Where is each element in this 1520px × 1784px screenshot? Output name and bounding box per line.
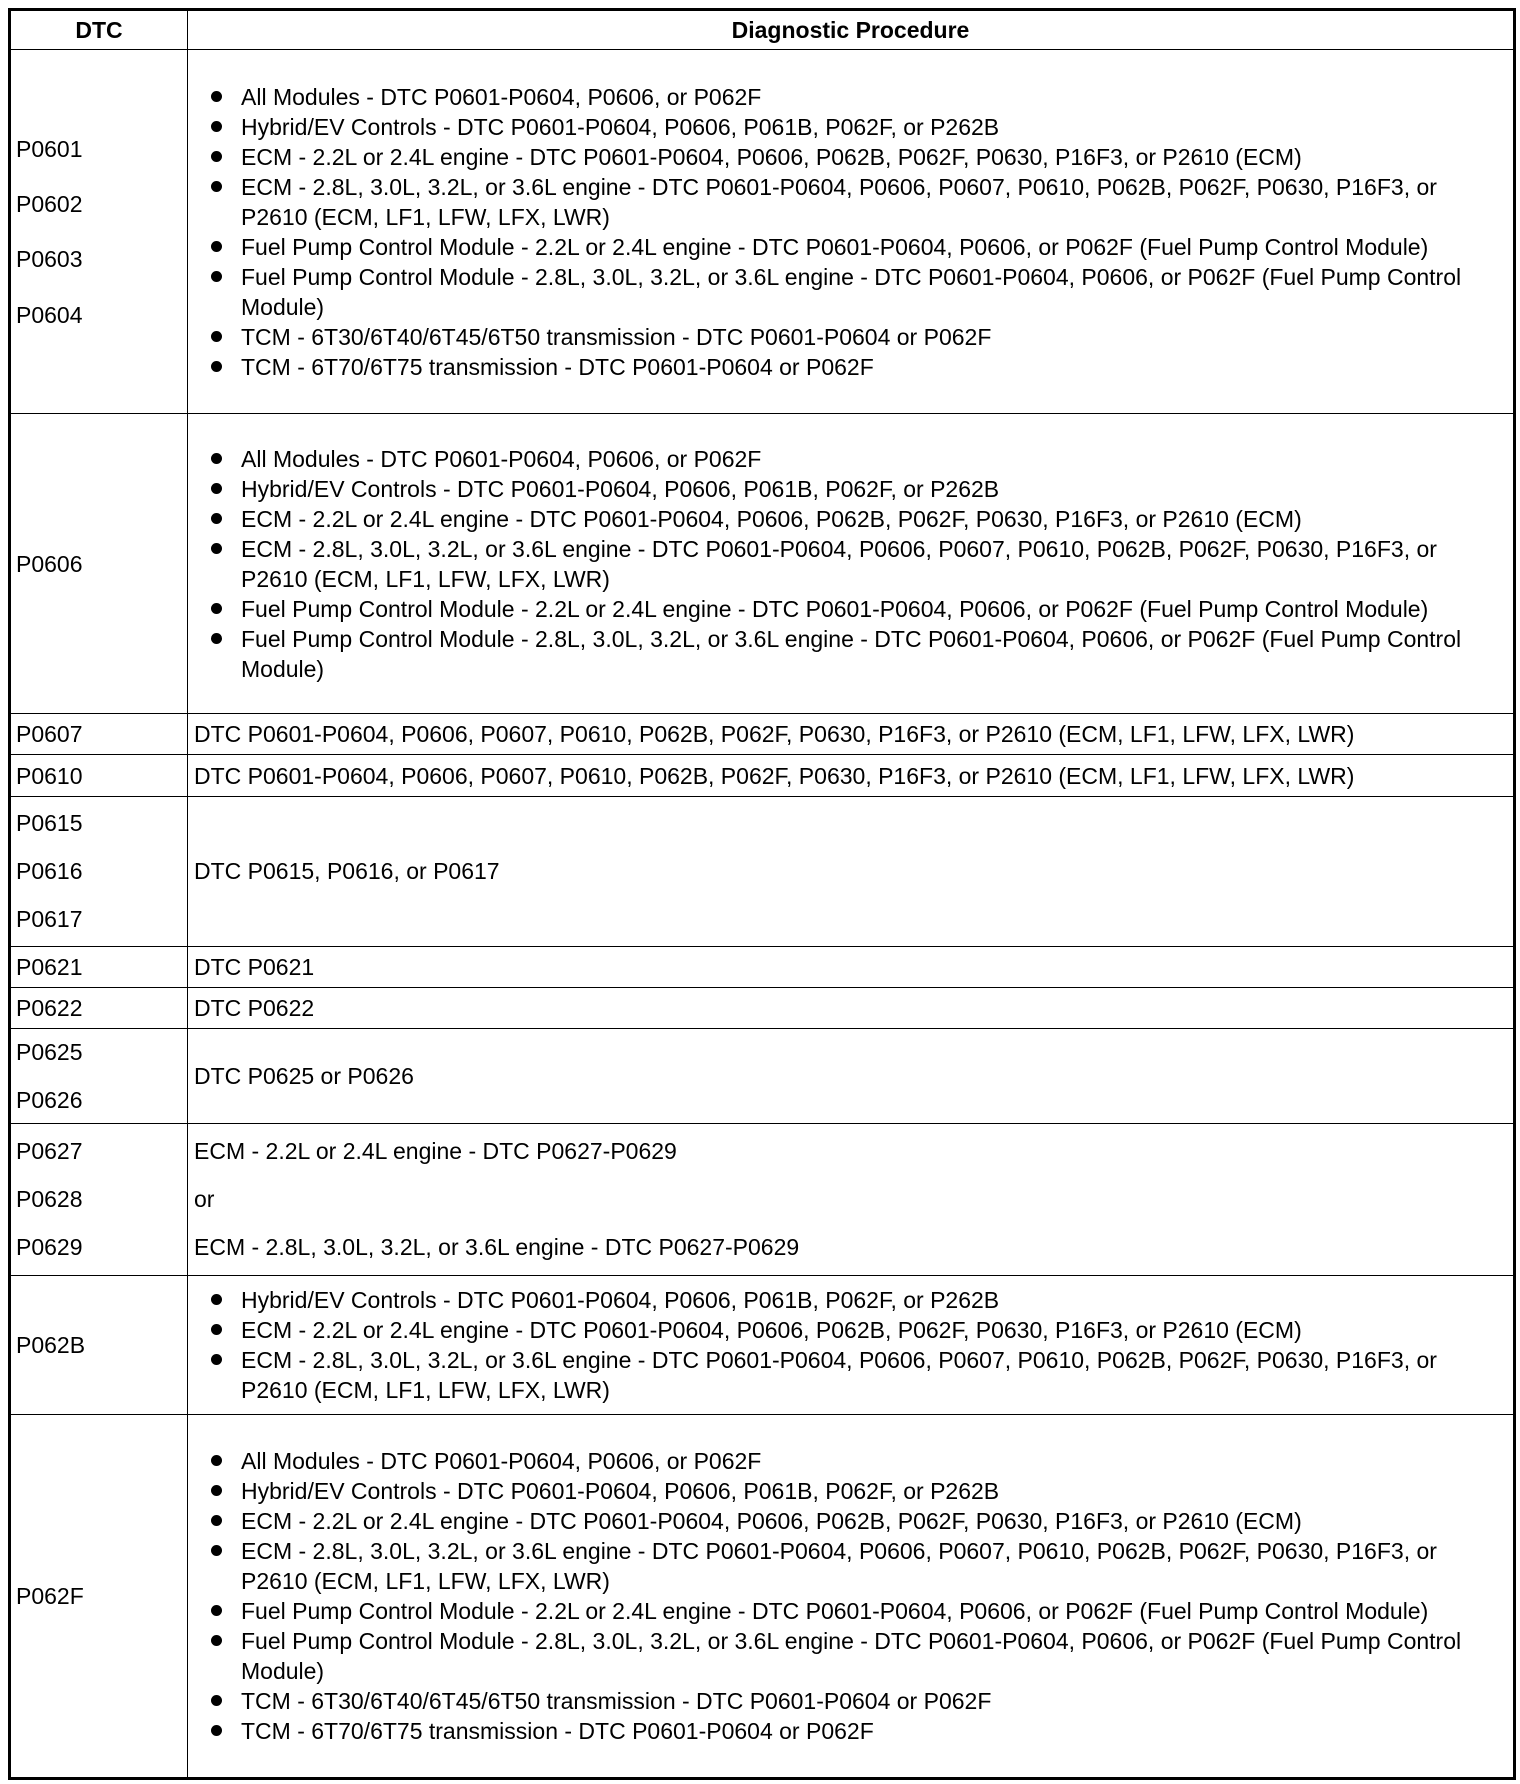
procedure-item: TCM - 6T30/6T40/6T45/6T50 transmission - DTC P0601-P0604 or P062F xyxy=(194,322,1507,352)
dtc-code: P0622 xyxy=(16,995,83,1022)
table-row xyxy=(10,755,1515,796)
procedure-cell xyxy=(188,1414,1515,1778)
table-row xyxy=(10,1275,1515,1414)
procedure-text: DTC P0622 xyxy=(194,995,315,1022)
procedure-item: Fuel Pump Control Module - 2.2L or 2.4L engine - DTC P0601-P0604, P0606, or P062F (Fuel Pump Control Module) xyxy=(194,594,1507,624)
procedure-item: TCM - 6T70/6T75 transmission - DTC P0601-P0604 or P062F xyxy=(194,1716,1507,1746)
procedure-item: ECM - 2.2L or 2.4L engine - DTC P0601-P0604, P0606, P062B, P062F, P0630, P16F3, or P2610 (ECM) xyxy=(194,1315,1507,1345)
dtc-code: P0601 xyxy=(16,135,83,162)
dtc-code-list xyxy=(16,719,187,749)
procedure-item: ECM - 2.2L or 2.4L engine - DTC P0601-P0604, P0606, P062B, P062F, P0630, P16F3, or P2610 (ECM) xyxy=(194,1506,1507,1536)
table-row xyxy=(10,1123,1515,1275)
procedure-item: ECM - 2.8L, 3.0L, 3.2L, or 3.6L engine - DTC P0601-P0604, P0606, P0607, P0610, P062B, P062F, P0630, P16F3, or P2610 (ECM, LF1, LFW, LFX, LWR) xyxy=(194,534,1507,594)
dtc-code-list xyxy=(16,952,187,982)
dtc-code: P062B xyxy=(16,1331,86,1358)
procedure-item: Fuel Pump Control Module - 2.2L or 2.4L engine - DTC P0601-P0604, P0606, or P062F (Fuel Pump Control Module) xyxy=(194,1596,1507,1626)
procedure-cell xyxy=(188,946,1515,987)
procedure-text: DTC P0601-P0604, P0606, P0607, P0610, P062B, P062F, P0630, P16F3, or P2610 (ECM, LF1, LFW, LFX, LWR) xyxy=(194,721,1355,748)
procedure-bullet-list xyxy=(194,1444,1507,1748)
table-row xyxy=(10,414,1515,714)
table-row xyxy=(10,796,1515,946)
dtc-code-cell xyxy=(10,1029,188,1124)
dtc-code-cell xyxy=(10,1275,188,1414)
dtc-code: P0607 xyxy=(16,721,83,748)
dtc-code: P0616 xyxy=(16,858,83,885)
procedure-line: or xyxy=(194,1186,215,1213)
dtc-code: P0621 xyxy=(16,953,83,980)
dtc-code: P0627 xyxy=(16,1138,83,1165)
procedure-column-header: Diagnostic Procedure xyxy=(188,10,1515,50)
dtc-code-cell xyxy=(10,1414,188,1778)
procedure-item: Fuel Pump Control Module - 2.8L, 3.0L, 3.2L, or 3.6L engine - DTC P0601-P0604, P0606, or P062F (Fuel Pump Control Module) xyxy=(194,624,1507,684)
dtc-code-cell xyxy=(10,714,188,755)
procedure-item: Fuel Pump Control Module - 2.8L, 3.0L, 3.2L, or 3.6L engine - DTC P0601-P0604, P0606, or P062F (Fuel Pump Control Module) xyxy=(194,1626,1507,1686)
procedure-item: Hybrid/EV Controls - DTC P0601-P0604, P0606, P061B, P062F, or P262B xyxy=(194,1285,1507,1315)
dtc-code: P0615 xyxy=(16,810,83,837)
table-row xyxy=(10,50,1515,414)
procedure-text: DTC P0621 xyxy=(194,953,315,980)
procedure-cell xyxy=(188,714,1515,755)
table-body xyxy=(10,50,1515,1779)
dtc-code-cell xyxy=(10,50,188,414)
procedure-cell xyxy=(188,755,1515,796)
table-row xyxy=(10,987,1515,1028)
procedure-item: Hybrid/EV Controls - DTC P0601-P0604, P0606, P061B, P062F, or P262B xyxy=(194,112,1507,142)
procedure-item: TCM - 6T30/6T40/6T45/6T50 transmission - DTC P0601-P0604 or P062F xyxy=(194,1686,1507,1716)
table-row xyxy=(10,714,1515,755)
dtc-code: P0629 xyxy=(16,1234,83,1261)
dtc-column-header: DTC xyxy=(10,10,188,50)
table-header-row xyxy=(10,10,1515,50)
dtc-code-cell xyxy=(10,946,188,987)
procedure-text: DTC P0615, P0616, or P0617 xyxy=(194,858,500,885)
procedure-item: ECM - 2.8L, 3.0L, 3.2L, or 3.6L engine - DTC P0601-P0604, P0606, P0607, P0610, P062B, P062F, P0630, P16F3, or P2610 (ECM, LF1, LFW, LFX, LWR) xyxy=(194,1345,1507,1405)
dtc-code-list xyxy=(16,993,187,1023)
procedure-cell xyxy=(188,1275,1515,1414)
dtc-code-list xyxy=(16,1330,187,1360)
dtc-code: P0617 xyxy=(16,906,83,933)
dtc-code-list xyxy=(16,1037,187,1115)
dtc-code-list xyxy=(16,808,187,934)
dtc-code-cell xyxy=(10,755,188,796)
procedure-text: DTC P0625 or P0626 xyxy=(194,1062,414,1089)
procedure-lines xyxy=(194,1136,1507,1262)
dtc-code-cell xyxy=(10,414,188,714)
procedure-item: Hybrid/EV Controls - DTC P0601-P0604, P0606, P061B, P062F, or P262B xyxy=(194,474,1507,504)
procedure-item: TCM - 6T70/6T75 transmission - DTC P0601-P0604 or P062F xyxy=(194,352,1507,382)
dtc-code: P0604 xyxy=(16,301,83,328)
dtc-code-list xyxy=(16,134,187,330)
procedure-bullet-list xyxy=(194,80,1507,384)
procedure-cell xyxy=(188,414,1515,714)
procedure-item: ECM - 2.2L or 2.4L engine - DTC P0601-P0604, P0606, P062B, P062F, P0630, P16F3, or P2610 (ECM) xyxy=(194,142,1507,172)
dtc-code: P0628 xyxy=(16,1186,83,1213)
table-row xyxy=(10,946,1515,987)
procedure-cell xyxy=(188,1123,1515,1275)
procedure-cell xyxy=(188,796,1515,946)
dtc-code-list xyxy=(16,1136,187,1262)
procedure-bullet-list xyxy=(194,442,1507,686)
procedure-item: ECM - 2.8L, 3.0L, 3.2L, or 3.6L engine - DTC P0601-P0604, P0606, P0607, P0610, P062B, P062F, P0630, P16F3, or P2610 (ECM, LF1, LFW, LFX, LWR) xyxy=(194,1536,1507,1596)
table-row xyxy=(10,1029,1515,1124)
procedure-item: Fuel Pump Control Module - 2.8L, 3.0L, 3.2L, or 3.6L engine - DTC P0601-P0604, P0606, or P062F (Fuel Pump Control Module) xyxy=(194,262,1507,322)
dtc-code: P0626 xyxy=(16,1086,83,1113)
procedure-item: Fuel Pump Control Module - 2.2L or 2.4L engine - DTC P0601-P0604, P0606, or P062F (Fuel Pump Control Module) xyxy=(194,232,1507,262)
procedure-item: ECM - 2.2L or 2.4L engine - DTC P0601-P0604, P0606, P062B, P062F, P0630, P16F3, or P2610 (ECM) xyxy=(194,504,1507,534)
dtc-code: P0606 xyxy=(16,550,83,577)
dtc-code: P062F xyxy=(16,1582,84,1609)
dtc-code: P0610 xyxy=(16,762,83,789)
procedure-cell xyxy=(188,1029,1515,1124)
procedure-item: ECM - 2.8L, 3.0L, 3.2L, or 3.6L engine - DTC P0601-P0604, P0606, P0607, P0610, P062B, P062F, P0630, P16F3, or P2610 (ECM, LF1, LFW, LFX, LWR) xyxy=(194,172,1507,232)
dtc-code-list xyxy=(16,761,187,791)
procedure-line: ECM - 2.8L, 3.0L, 3.2L, or 3.6L engine - DTC P0627-P0629 xyxy=(194,1234,800,1261)
procedure-item: All Modules - DTC P0601-P0604, P0606, or P062F xyxy=(194,444,1507,474)
dtc-code: P0603 xyxy=(16,246,83,273)
procedure-text: DTC P0601-P0604, P0606, P0607, P0610, P062B, P062F, P0630, P16F3, or P2610 (ECM, LF1, LFW, LFX, LWR) xyxy=(194,762,1355,789)
dtc-code-cell xyxy=(10,987,188,1028)
procedure-item: All Modules - DTC P0601-P0604, P0606, or P062F xyxy=(194,1446,1507,1476)
procedure-cell xyxy=(188,50,1515,414)
dtc-code: P0625 xyxy=(16,1038,83,1065)
procedure-line: ECM - 2.2L or 2.4L engine - DTC P0627-P0629 xyxy=(194,1138,677,1165)
procedure-item: Hybrid/EV Controls - DTC P0601-P0604, P0606, P061B, P062F, or P262B xyxy=(194,1476,1507,1506)
dtc-code-list xyxy=(16,1581,187,1611)
procedure-cell xyxy=(188,987,1515,1028)
dtc-code-cell xyxy=(10,1123,188,1275)
table-row xyxy=(10,1414,1515,1778)
procedure-bullet-list xyxy=(194,1283,1507,1407)
dtc-code-list xyxy=(16,549,187,579)
dtc-procedure-table xyxy=(8,8,1516,1780)
dtc-code: P0602 xyxy=(16,190,83,217)
procedure-item: All Modules - DTC P0601-P0604, P0606, or P062F xyxy=(194,82,1507,112)
dtc-code-cell xyxy=(10,796,188,946)
